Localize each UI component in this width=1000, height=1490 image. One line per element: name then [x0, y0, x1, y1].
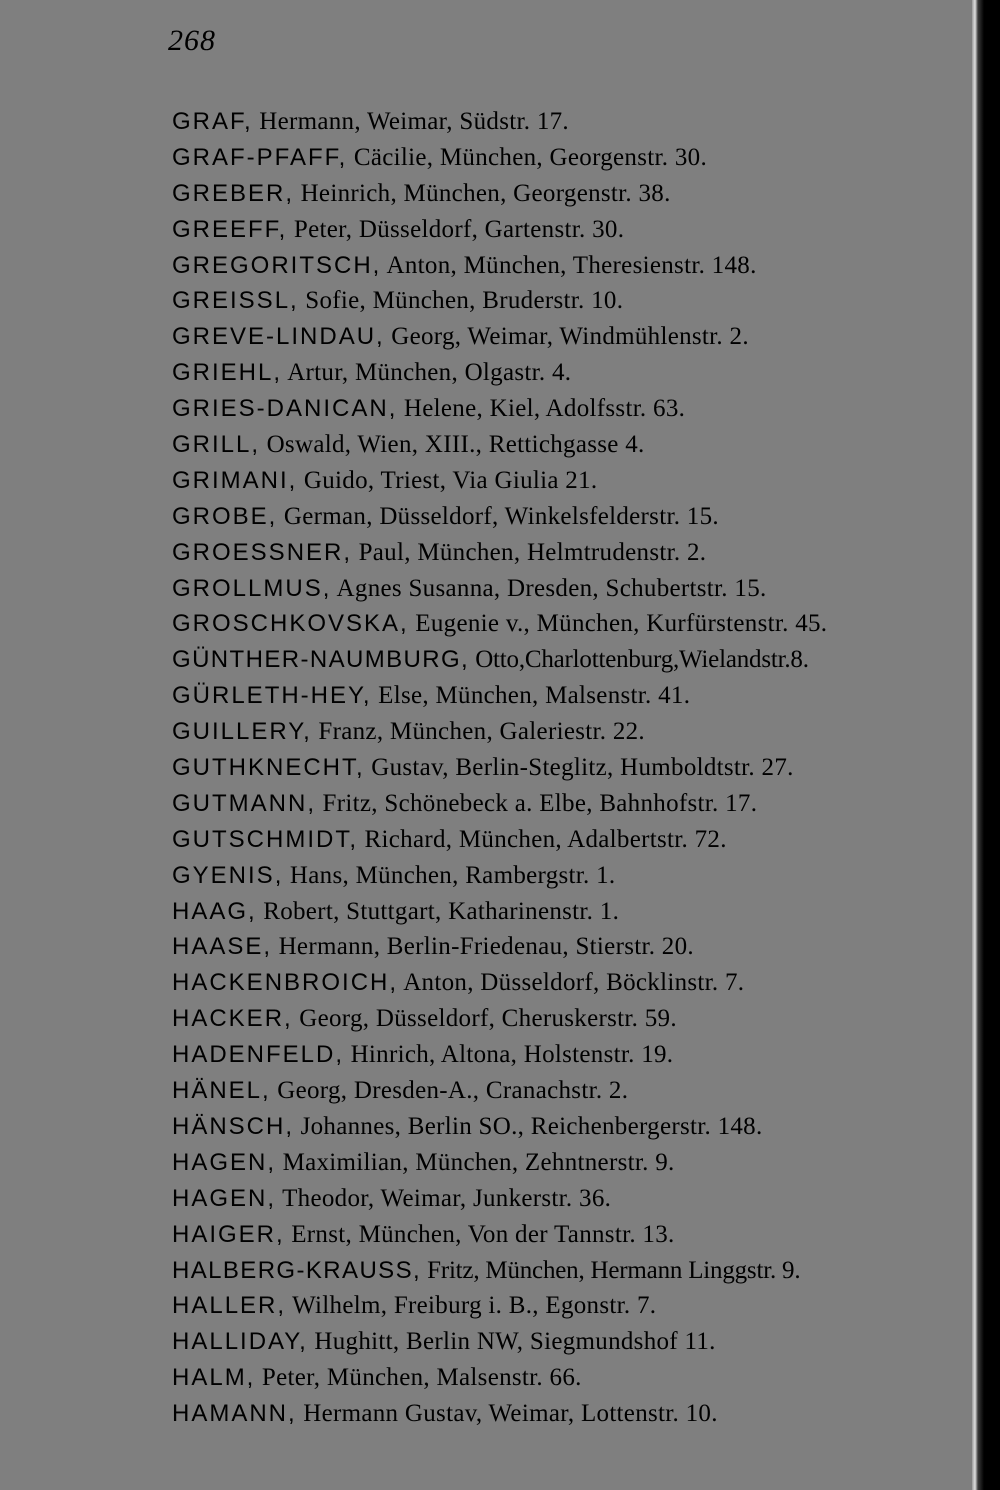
directory-entry: [172, 176, 962, 212]
directory-entry: [172, 1288, 962, 1324]
entry-details: Georg, Düsseldorf, Cheruskerstr. 59.: [292, 1005, 677, 1033]
entry-details: Hermann, Berlin-Friedenau, Stierstr. 20.: [272, 933, 694, 961]
entry-details: Hinrich, Altona, Holstenstr. 19.: [344, 1041, 674, 1069]
entry-surname: GRAF,: [172, 108, 253, 135]
directory-entry: [172, 140, 962, 176]
directory-entry: [172, 750, 962, 786]
entry-details: Hans, München, Rambergstr. 1.: [283, 861, 616, 889]
entry-details: German, Düsseldorf, Winkelsfelderstr. 15.: [277, 502, 719, 530]
directory-entry: [172, 642, 962, 678]
entry-surname: GÜNTHER-NAUMBURG,: [172, 646, 470, 674]
entry-details: Artur, München, Olgastr. 4.: [282, 359, 572, 387]
directory-entry: [172, 1217, 962, 1253]
entry-surname: GRILL,: [172, 431, 261, 459]
entry-surname: HALM,: [172, 1364, 256, 1392]
entry-details: Anton, München, Theresienstr. 148.: [381, 251, 757, 279]
entry-details: Fritz, Schönebeck a. Elbe, Bahnhofstr. 17.: [316, 789, 758, 817]
entry-details: Wilhelm, Freiburg i. B., Egonstr. 7.: [286, 1292, 657, 1320]
entry-surname: GUTMANN,: [172, 789, 316, 817]
directory-entry: [172, 714, 962, 750]
entry-details: Heinrich, München, Georgenstr. 38.: [294, 179, 671, 207]
entry-surname: HAGEN,: [172, 1148, 277, 1176]
entry-details: Helene, Kiel, Adolfsstr. 63.: [397, 395, 686, 423]
entry-surname: HÄNSCH,: [172, 1112, 295, 1140]
directory-entry: [172, 1181, 962, 1217]
entry-details: Theodor, Weimar, Junkerstr. 36.: [276, 1184, 612, 1212]
entry-details: Maximilian, München, Zehntnerstr. 9.: [276, 1148, 675, 1176]
entry-surname: GÜRLETH-HEY,: [172, 682, 372, 710]
entry-surname: GRIEHL,: [172, 359, 283, 387]
entry-surname: GROBE,: [172, 502, 278, 530]
entry-details: Cäcilie, München, Georgenstr. 30.: [347, 143, 708, 171]
directory-entry: [172, 283, 962, 319]
entry-surname: GREEFF,: [172, 215, 288, 243]
directory-entry: [172, 965, 962, 1001]
entry-surname: HAASE,: [172, 933, 273, 961]
directory-entry: [172, 786, 962, 822]
entry-details: Franz, München, Galeriestr. 22.: [311, 718, 645, 746]
directory-entry: [172, 1109, 962, 1145]
entry-surname: GROSCHKOVSKA,: [172, 610, 409, 638]
entry-surname: GREVE-LINDAU,: [172, 323, 385, 351]
entry-surname: HÄNEL,: [172, 1077, 271, 1105]
directory-entry: [172, 822, 962, 858]
entry-surname: GRAF-PFAFF,: [172, 143, 348, 171]
entry-details: Agnes Susanna, Dresden, Schubertstr. 15.: [331, 574, 767, 602]
entry-details: Johannes, Berlin SO., Reichenbergerstr. 148.: [294, 1112, 763, 1140]
directory-entry: [172, 212, 962, 248]
entry-surname: GUTSCHMIDT,: [172, 825, 358, 853]
entry-surname: HAIGER,: [172, 1220, 285, 1248]
entry-surname: HACKENBROICH,: [172, 969, 399, 997]
directory-entry: [172, 571, 962, 607]
entry-surname: GYENIS,: [172, 861, 284, 889]
entry-details: Ernst, München, Von der Tannstr. 13.: [284, 1220, 675, 1248]
directory-entry: [172, 391, 962, 427]
entry-surname: HAAG,: [172, 897, 257, 925]
entry-surname: HALLER,: [172, 1292, 287, 1320]
entry-details: Guido, Triest, Via Giulia 21.: [297, 466, 598, 494]
directory-entry: [172, 606, 962, 642]
directory-entry: [172, 1001, 962, 1037]
entry-surname: GREISSL,: [172, 287, 299, 315]
entry-surname: GROLLMUS,: [172, 574, 332, 602]
page-edge-shadow: [972, 0, 1000, 1490]
entry-details: Robert, Stuttgart, Katharinenstr. 1.: [256, 897, 620, 925]
directory-entry: [172, 427, 962, 463]
entry-details: Oswald, Wien, XIII., Rettichgasse 4.: [260, 431, 645, 459]
directory-list: [172, 104, 962, 1432]
entry-details: Hughitt, Berlin NW, Siegmundshof 11.: [307, 1328, 716, 1356]
entry-details: Anton, Düsseldorf, Böcklinstr. 7.: [398, 969, 745, 997]
directory-entry: [172, 104, 962, 140]
entry-surname: HALLIDAY,: [172, 1328, 308, 1356]
entry-surname: GREGORITSCH,: [172, 251, 382, 279]
entry-details: Eugenie v., München, Kurfürstenstr. 45.: [408, 610, 828, 638]
directory-entry: [172, 1324, 962, 1360]
directory-entry: [172, 1396, 962, 1432]
entry-surname: HALBERG-KRAUSS,: [172, 1256, 422, 1284]
entry-details: Richard, München, Adalbertstr. 72.: [358, 825, 727, 853]
directory-entry: [172, 499, 962, 535]
entry-surname: HADENFELD,: [172, 1041, 345, 1069]
directory-entry: [172, 1145, 962, 1181]
directory-entry: [172, 319, 962, 355]
directory-entry: [172, 463, 962, 499]
entry-surname: GROESSNER,: [172, 538, 353, 566]
entry-details: Sofie, München, Bruderstr. 10.: [298, 287, 624, 315]
entry-details: Peter, Düsseldorf, Gartenstr. 30.: [287, 215, 625, 243]
entry-surname: GRIES-DANICAN,: [172, 395, 398, 423]
directory-entry: [172, 248, 962, 284]
entry-details: Fritz, München, Hermann Linggstr. 9.: [421, 1256, 801, 1284]
entry-details: Gustav, Berlin-Steglitz, Humboldtstr. 27.: [364, 754, 794, 782]
entry-details: Hermann Gustav, Weimar, Lottenstr. 10.: [296, 1400, 718, 1428]
entry-surname: HAMANN,: [172, 1400, 297, 1428]
directory-entry: [172, 1253, 962, 1289]
directory-entry: [172, 1073, 962, 1109]
entry-surname: HACKER,: [172, 1005, 293, 1033]
entry-surname: HAGEN,: [172, 1184, 277, 1212]
page-number: 268: [168, 24, 216, 57]
entry-details: Peter, München, Malsenstr. 66.: [255, 1364, 582, 1392]
entry-details: Georg, Dresden-A., Cranachstr. 2.: [270, 1077, 629, 1105]
entry-details: Otto,Charlottenburg,Wielandstr.8.: [469, 646, 809, 674]
directory-entry: [172, 858, 962, 894]
directory-entry: [172, 1037, 962, 1073]
directory-entry: [172, 929, 962, 965]
directory-entry: [172, 894, 962, 930]
entry-surname: GRIMANI,: [172, 466, 298, 494]
entry-details: Hermann, Weimar, Südstr. 17.: [252, 108, 569, 135]
directory-entry: [172, 535, 962, 571]
entry-surname: GREBER,: [172, 179, 295, 207]
directory-entry: [172, 678, 962, 714]
entry-details: Paul, München, Helmtrudenstr. 2.: [352, 538, 707, 566]
directory-entry: [172, 1360, 962, 1396]
entry-surname: GUTHKNECHT,: [172, 754, 365, 782]
entry-details: Else, München, Malsenstr. 41.: [371, 682, 691, 710]
directory-entry: [172, 355, 962, 391]
entry-surname: GUILLERY,: [172, 718, 312, 746]
entry-details: Georg, Weimar, Windmühlenstr. 2.: [384, 323, 749, 351]
